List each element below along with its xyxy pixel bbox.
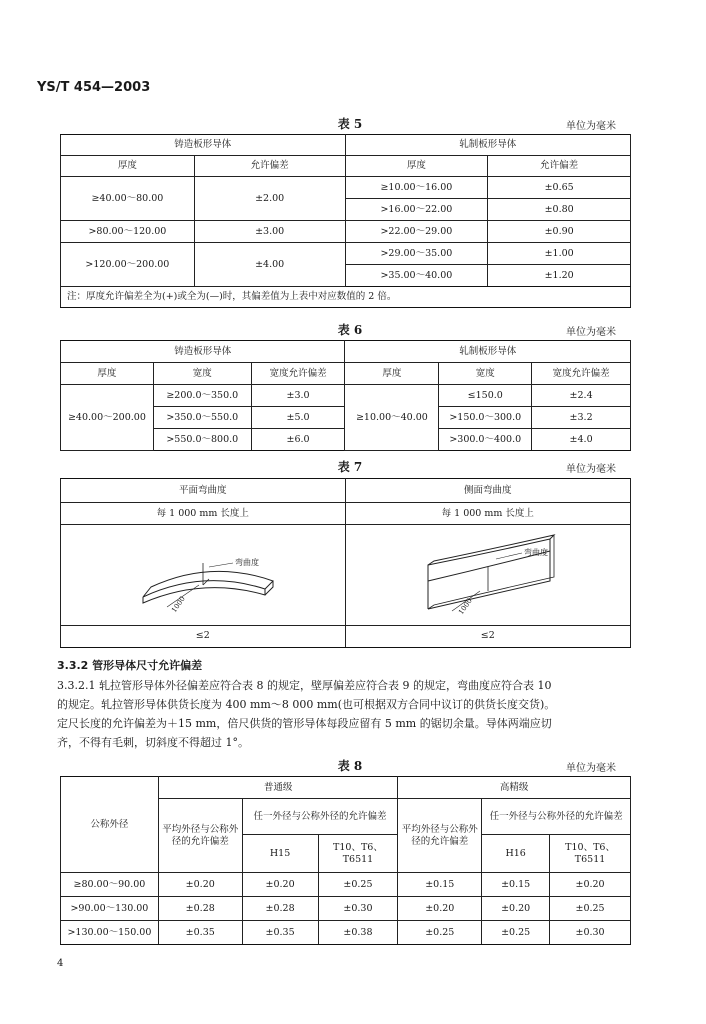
t6-rolled-wtol: ±3.2 xyxy=(532,407,631,429)
t8-cell: ±0.15 xyxy=(398,873,482,897)
t8-cell: ±0.20 xyxy=(550,873,631,897)
table5 xyxy=(60,134,631,308)
t5-rolled-tol: ±1.20 xyxy=(488,265,631,287)
t5-cast-title: 铸造板形导体 xyxy=(61,135,346,156)
t8-diameter: >90.00～130.00 xyxy=(61,897,159,921)
t5-rolled-thk: >16.00～22.00 xyxy=(345,199,488,221)
t6-cast-thk: ≥40.00～200.00 xyxy=(61,385,154,451)
t6-cast-width: >350.0～550.0 xyxy=(153,407,251,429)
t8-normal-avg-head: 平均外径与公称外径的允许偏差 xyxy=(158,799,242,873)
t5-cast-thk: >120.00～200.00 xyxy=(61,243,195,287)
t8-cell: ±0.20 xyxy=(398,897,482,921)
side-dim-label: 1000 xyxy=(456,596,474,617)
table6-unit: 单位为毫米 xyxy=(566,327,616,338)
t5-note: 注：厚度允许偏差全为(+)或全为(—)时，其偏差值为上表中对应数值的 2 倍。 xyxy=(61,287,631,308)
t5-cast-tol: ±4.00 xyxy=(194,243,345,287)
t8-cell: ±0.30 xyxy=(318,897,398,921)
t8-high-avg-head: 平均外径与公称外径的允许偏差 xyxy=(398,799,482,873)
plane-dim-label: 1000 xyxy=(170,594,188,615)
t8-cell: ±0.28 xyxy=(242,897,318,921)
t5-cast-tol: ±2.00 xyxy=(194,177,345,221)
t6-rolled-thk-head: 厚度 xyxy=(345,363,439,385)
t5-rolled-thk: >35.00～40.00 xyxy=(345,265,488,287)
t7-plane-title: 平面弯曲度 xyxy=(61,479,346,503)
section-heading-3-3-2: 3.3.2 管形导体尺寸允许偏差 xyxy=(57,659,203,672)
table7 xyxy=(60,478,631,648)
t7-side-figure-cell xyxy=(345,525,631,626)
t8-high-head: 高精级 xyxy=(398,777,631,799)
t7-side-per-length: 每 1 000 mm 长度上 xyxy=(345,503,631,525)
t5-rolled-thk: >22.00～29.00 xyxy=(345,221,488,243)
t6-cast-wtol: ±5.0 xyxy=(251,407,345,429)
t8-cell: ±0.25 xyxy=(398,921,482,945)
table6-caption: 表 6 xyxy=(337,323,363,337)
t8-cell: ±0.20 xyxy=(242,873,318,897)
t8-temper-head: T10、T6、T6511 xyxy=(318,835,398,873)
t8-cell: ±0.20 xyxy=(482,897,550,921)
t6-rolled-width: >300.0～400.0 xyxy=(439,429,532,451)
t8-cell: ±0.25 xyxy=(318,873,398,897)
table7-caption: 表 7 xyxy=(337,460,363,474)
side-bend-label: 弯曲度 xyxy=(523,548,548,557)
t5-rolled-tol: ±0.80 xyxy=(488,199,631,221)
t8-normal-any-head: 任一外径与公称外径的允许偏差 xyxy=(242,799,398,835)
t8-normal-head: 普通级 xyxy=(158,777,398,799)
standard-code: YS/T 454—2003 xyxy=(37,80,151,95)
t5-rolled-tol: ±0.90 xyxy=(488,221,631,243)
t8-cell: ±0.25 xyxy=(482,921,550,945)
t6-cast-width: >550.0～800.0 xyxy=(153,429,251,451)
t8-cell: ±0.30 xyxy=(550,921,631,945)
t6-rolled-thk: ≥10.00～40.00 xyxy=(345,385,439,451)
t5-cast-tol-head: 允许偏差 xyxy=(194,156,345,177)
paragraph-line: 的规定。轧拉管形导体供货长度为 400 mm～8 000 mm(也可根据双方合同中议订的供货长度交货)。 xyxy=(57,698,556,711)
t6-rolled-width-head: 宽度 xyxy=(439,363,532,385)
t5-cast-tol: ±3.00 xyxy=(194,221,345,243)
t6-cast-title: 铸造板形导体 xyxy=(61,341,345,363)
t8-h15-head: H15 xyxy=(242,835,318,873)
t8-diameter: ≥80.00～90.00 xyxy=(61,873,159,897)
plane-bend-diagram xyxy=(61,525,344,621)
side-bend-diagram xyxy=(346,525,630,621)
page-number: 4 xyxy=(57,958,64,969)
t6-cast-thk-head: 厚度 xyxy=(61,363,154,385)
t6-cast-width-head: 宽度 xyxy=(153,363,251,385)
t8-h16-head: H16 xyxy=(482,835,550,873)
t7-side-value: ≤2 xyxy=(345,625,631,647)
paragraph-line: 定尺长度的允许偏差为＋15 mm，倍尺供货的管形导体每段应留有 5 mm 的锯切余量。导体两端应切 xyxy=(57,717,552,730)
t6-cast-wtol-head: 宽度允许偏差 xyxy=(251,363,345,385)
t8-diameter: >130.00～150.00 xyxy=(61,921,159,945)
t7-plane-figure-cell xyxy=(61,525,346,626)
paragraph-line: 3.3.2.1 轧拉管形导体外径偏差应符合表 8 的规定，壁厚偏差应符合表 9 的规定，弯曲度应符合表 10 xyxy=(57,679,552,692)
t5-rolled-tol-head: 允许偏差 xyxy=(488,156,631,177)
table7-unit: 单位为毫米 xyxy=(566,464,616,475)
table8-caption: 表 8 xyxy=(337,759,363,773)
t5-cast-thk: ≥40.00～80.00 xyxy=(61,177,195,221)
t8-cell: ±0.35 xyxy=(158,921,242,945)
t6-rolled-width: >150.0～300.0 xyxy=(439,407,532,429)
t6-cast-wtol: ±6.0 xyxy=(251,429,345,451)
plane-bend-label: 弯曲度 xyxy=(235,558,260,567)
t5-rolled-title: 轧制板形导体 xyxy=(345,135,631,156)
t8-high-any-head: 任一外径与公称外径的允许偏差 xyxy=(482,799,631,835)
t5-rolled-thk: >29.00～35.00 xyxy=(345,243,488,265)
t5-cast-thk: >80.00～120.00 xyxy=(61,221,195,243)
t8-nominal-head: 公称外径 xyxy=(61,777,159,873)
t8-cell: ±0.15 xyxy=(482,873,550,897)
t6-rolled-wtol-head: 宽度允许偏差 xyxy=(532,363,631,385)
t5-cast-thk-head: 厚度 xyxy=(61,156,195,177)
t5-rolled-thk: ≥10.00～16.00 xyxy=(345,177,488,199)
t8-cell: ±0.28 xyxy=(158,897,242,921)
t8-cell: ±0.25 xyxy=(550,897,631,921)
t8-cell: ±0.20 xyxy=(158,873,242,897)
t8-cell: ±0.38 xyxy=(318,921,398,945)
t6-rolled-wtol: ±2.4 xyxy=(532,385,631,407)
t7-plane-per-length: 每 1 000 mm 长度上 xyxy=(61,503,346,525)
t8-cell: ±0.35 xyxy=(242,921,318,945)
t5-rolled-tol: ±0.65 xyxy=(488,177,631,199)
t5-rolled-thk-head: 厚度 xyxy=(345,156,488,177)
t7-plane-value: ≤2 xyxy=(61,625,346,647)
section-3-3-2-1-text xyxy=(57,676,657,752)
t8-temper-head: T10、T6、T6511 xyxy=(550,835,631,873)
paragraph-line: 齐，不得有毛刺，切斜度不得超过 1°。 xyxy=(57,736,249,749)
t6-rolled-wtol: ±4.0 xyxy=(532,429,631,451)
t6-rolled-width: ≤150.0 xyxy=(439,385,532,407)
table6 xyxy=(60,340,631,451)
t6-cast-wtol: ±3.0 xyxy=(251,385,345,407)
table8 xyxy=(60,776,631,945)
table8-unit: 单位为毫米 xyxy=(566,763,616,774)
table5-unit: 单位为毫米 xyxy=(566,121,616,132)
t5-rolled-tol: ±1.00 xyxy=(488,243,631,265)
t7-side-title: 侧面弯曲度 xyxy=(345,479,631,503)
t6-rolled-title: 轧制板形导体 xyxy=(345,341,631,363)
table5-caption: 表 5 xyxy=(337,117,363,131)
t6-cast-width: ≥200.0～350.0 xyxy=(153,385,251,407)
